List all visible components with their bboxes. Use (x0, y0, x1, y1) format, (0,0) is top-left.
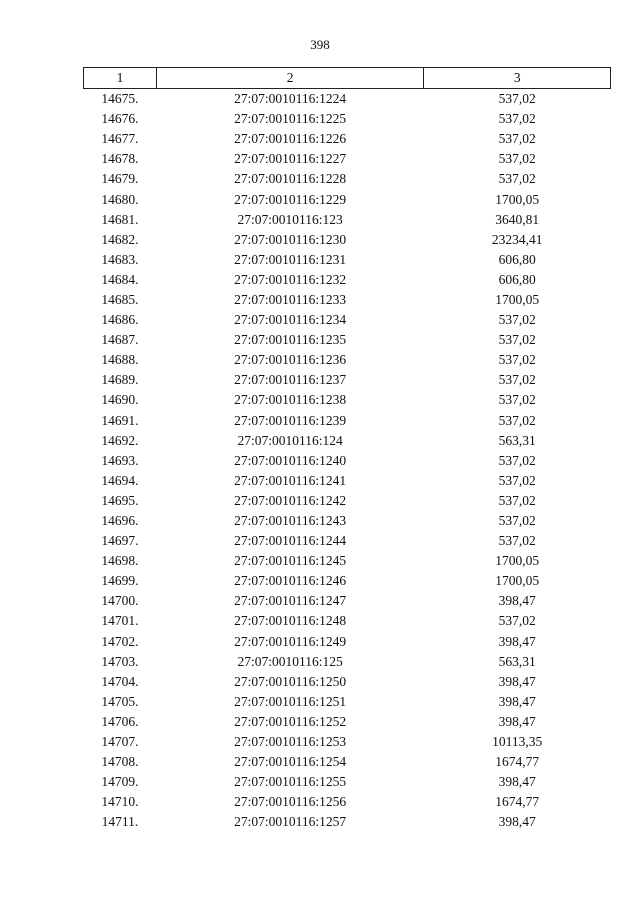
value-cell: 1674,77 (495, 794, 540, 810)
value-cell: 398,47 (498, 633, 536, 649)
row-number-cell: 14696. (101, 513, 139, 529)
value-cell: 537,02 (498, 392, 536, 408)
row-number-cell: 14699. (101, 573, 139, 589)
value-cell: 398,47 (498, 693, 536, 709)
row-number-cell: 14690. (101, 392, 139, 408)
cadastral-number-cell: 27:07:0010116:1247 (234, 593, 347, 609)
row-number-cell: 14678. (101, 151, 139, 167)
cadastral-number-cell: 27:07:0010116:1255 (234, 774, 347, 790)
row-number-cell: 14684. (101, 271, 139, 287)
value-cell: 537,02 (498, 452, 536, 468)
table-row (84, 672, 611, 692)
cadastral-number-cell: 27:07:0010116:1226 (234, 131, 347, 147)
value-cell: 537,02 (498, 131, 536, 147)
table-row (84, 812, 611, 832)
value-cell: 537,02 (498, 472, 536, 488)
cadastral-number-cell: 27:07:0010116:1241 (234, 472, 347, 488)
table-row (84, 290, 611, 310)
cadastral-number-cell: 27:07:0010116:1254 (234, 754, 347, 770)
header-row (84, 68, 611, 89)
row-number-cell: 14703. (101, 653, 139, 669)
table-row (84, 652, 611, 672)
cadastral-number-cell: 27:07:0010116:1238 (234, 392, 347, 408)
cadastral-number-cell: 27:07:0010116:1245 (234, 553, 347, 569)
table-row (84, 330, 611, 350)
cadastral-number-cell: 27:07:0010116:1234 (234, 312, 347, 328)
table-row (84, 611, 611, 631)
table-row (84, 270, 611, 290)
table-row (84, 551, 611, 571)
table-row (84, 471, 611, 491)
row-number-cell: 14692. (101, 432, 139, 448)
value-cell: 537,02 (498, 533, 536, 549)
row-number-cell: 14681. (101, 211, 139, 227)
row-number-cell: 14707. (101, 734, 139, 750)
row-number-cell: 14680. (101, 191, 139, 207)
row-number-cell: 14677. (101, 131, 139, 147)
registry-table (83, 67, 611, 832)
cadastral-number-cell: 27:07:0010116:123 (237, 211, 343, 227)
value-cell: 537,02 (498, 151, 536, 167)
page-number: 398 (310, 37, 330, 52)
value-cell: 10113,35 (492, 734, 543, 750)
value-cell: 398,47 (498, 593, 536, 609)
header-col-3: 3 (424, 68, 611, 89)
cadastral-number-cell: 27:07:0010116:125 (237, 653, 343, 669)
header-col-2: 2 (156, 68, 424, 89)
value-cell: 1700,05 (495, 573, 540, 589)
value-cell: 1700,05 (495, 191, 540, 207)
cadastral-number-cell: 27:07:0010116:1235 (234, 332, 347, 348)
cadastral-number-cell: 27:07:0010116:1230 (234, 231, 347, 247)
row-number-cell: 14686. (101, 312, 139, 328)
cadastral-number-cell: 27:07:0010116:1228 (234, 171, 347, 187)
value-cell: 537,02 (498, 91, 536, 107)
cadastral-number-cell: 27:07:0010116:1239 (234, 412, 347, 428)
value-cell: 398,47 (498, 774, 536, 790)
table-row (84, 250, 611, 270)
table-row (84, 511, 611, 531)
table-row (84, 692, 611, 712)
value-cell: 537,02 (498, 352, 536, 368)
cadastral-number-cell: 27:07:0010116:1229 (234, 191, 347, 207)
row-number-cell: 14682. (101, 231, 139, 247)
cadastral-number-cell: 27:07:0010116:1240 (234, 452, 347, 468)
table-row (84, 591, 611, 611)
value-cell: 537,02 (498, 171, 536, 187)
cadastral-number-cell: 27:07:0010116:1256 (234, 794, 347, 810)
value-cell: 563,31 (498, 432, 536, 448)
table-row (84, 149, 611, 169)
table-row (84, 571, 611, 591)
cadastral-number-cell: 27:07:0010116:1236 (234, 352, 347, 368)
row-number-cell: 14687. (101, 332, 139, 348)
table-row (84, 632, 611, 652)
value-cell: 537,02 (498, 613, 536, 629)
value-cell: 563,31 (498, 653, 536, 669)
cadastral-number-cell: 27:07:0010116:1242 (234, 492, 347, 508)
row-number-cell: 14693. (101, 452, 139, 468)
cadastral-number-cell: 27:07:0010116:1244 (234, 533, 347, 549)
row-number-cell: 14695. (101, 492, 139, 508)
value-cell: 1700,05 (495, 291, 540, 307)
cadastral-number-cell: 27:07:0010116:1253 (234, 734, 347, 750)
row-number-cell: 14683. (101, 251, 139, 267)
cadastral-number-cell: 27:07:0010116:1248 (234, 613, 347, 629)
row-number-cell: 14685. (101, 291, 139, 307)
row-number-cell: 14701. (101, 613, 139, 629)
cadastral-number-cell: 27:07:0010116:1233 (234, 291, 347, 307)
row-number-cell: 14709. (101, 774, 139, 790)
row-number-cell: 14694. (101, 472, 139, 488)
cadastral-number-cell: 27:07:0010116:1243 (234, 513, 347, 529)
row-number-cell: 14708. (101, 754, 139, 770)
value-cell: 537,02 (498, 372, 536, 388)
row-number-cell: 14700. (101, 593, 139, 609)
cadastral-number-cell: 27:07:0010116:1257 (234, 814, 347, 830)
table-row (84, 129, 611, 149)
value-cell: 537,02 (498, 492, 536, 508)
value-cell: 537,02 (498, 111, 536, 127)
row-number-cell: 14702. (101, 633, 139, 649)
value-cell: 3640,81 (495, 211, 540, 227)
row-number-cell: 14697. (101, 533, 139, 549)
table-row (84, 772, 611, 792)
table-row (84, 89, 611, 110)
row-number-cell: 14675. (101, 91, 139, 107)
value-cell: 537,02 (498, 412, 536, 428)
table-row (84, 732, 611, 752)
table-row (84, 230, 611, 250)
table-row (84, 431, 611, 451)
cadastral-number-cell: 27:07:0010116:1252 (234, 713, 347, 729)
row-number-cell: 14706. (101, 713, 139, 729)
cadastral-number-cell: 27:07:0010116:1251 (234, 693, 347, 709)
value-cell: 1700,05 (495, 553, 540, 569)
cadastral-number-cell: 27:07:0010116:124 (237, 432, 343, 448)
row-number-cell: 14710. (101, 794, 139, 810)
cadastral-number-cell: 27:07:0010116:1250 (234, 673, 347, 689)
table-row (84, 350, 611, 370)
table-row (84, 491, 611, 511)
table-body (84, 89, 611, 833)
header-col-1: 1 (84, 68, 157, 89)
value-cell: 23234,41 (491, 231, 543, 247)
row-number-cell: 14705. (101, 693, 139, 709)
table-header (84, 68, 611, 89)
cadastral-number-cell: 27:07:0010116:1246 (234, 573, 347, 589)
cadastral-number-cell: 27:07:0010116:1225 (234, 111, 347, 127)
table-row (84, 169, 611, 189)
table-row (84, 451, 611, 471)
table-row (84, 411, 611, 431)
value-cell: 398,47 (498, 713, 536, 729)
value-cell: 606,80 (498, 271, 536, 287)
value-cell: 537,02 (498, 332, 536, 348)
value-cell: 1674,77 (495, 754, 540, 770)
row-number-cell: 14691. (101, 412, 139, 428)
table-row (84, 310, 611, 330)
row-number-cell: 14711. (101, 814, 139, 830)
row-number-cell: 14704. (101, 673, 139, 689)
cadastral-number-cell: 27:07:0010116:1227 (234, 151, 347, 167)
table-row (84, 210, 611, 230)
row-number-cell: 14679. (101, 171, 139, 187)
cadastral-number-cell: 27:07:0010116:1224 (234, 91, 347, 107)
value-cell: 537,02 (498, 312, 536, 328)
table-row (84, 752, 611, 772)
table-row (84, 792, 611, 812)
row-number-cell: 14688. (101, 352, 139, 368)
table-row (84, 531, 611, 551)
row-number-cell: 14698. (101, 553, 139, 569)
table-row (84, 370, 611, 390)
value-cell: 398,47 (498, 673, 536, 689)
cadastral-number-cell: 27:07:0010116:1231 (234, 251, 347, 267)
table-row (84, 712, 611, 732)
table-row (84, 109, 611, 129)
value-cell: 398,47 (498, 814, 536, 830)
row-number-cell: 14689. (101, 372, 139, 388)
cadastral-number-cell: 27:07:0010116:1237 (234, 372, 347, 388)
value-cell: 537,02 (498, 513, 536, 529)
row-number-cell: 14676. (101, 111, 139, 127)
table-row (84, 189, 611, 209)
cadastral-number-cell: 27:07:0010116:1232 (234, 271, 347, 287)
value-cell: 606,80 (498, 251, 536, 267)
table-row (84, 390, 611, 410)
cadastral-number-cell: 27:07:0010116:1249 (234, 633, 347, 649)
